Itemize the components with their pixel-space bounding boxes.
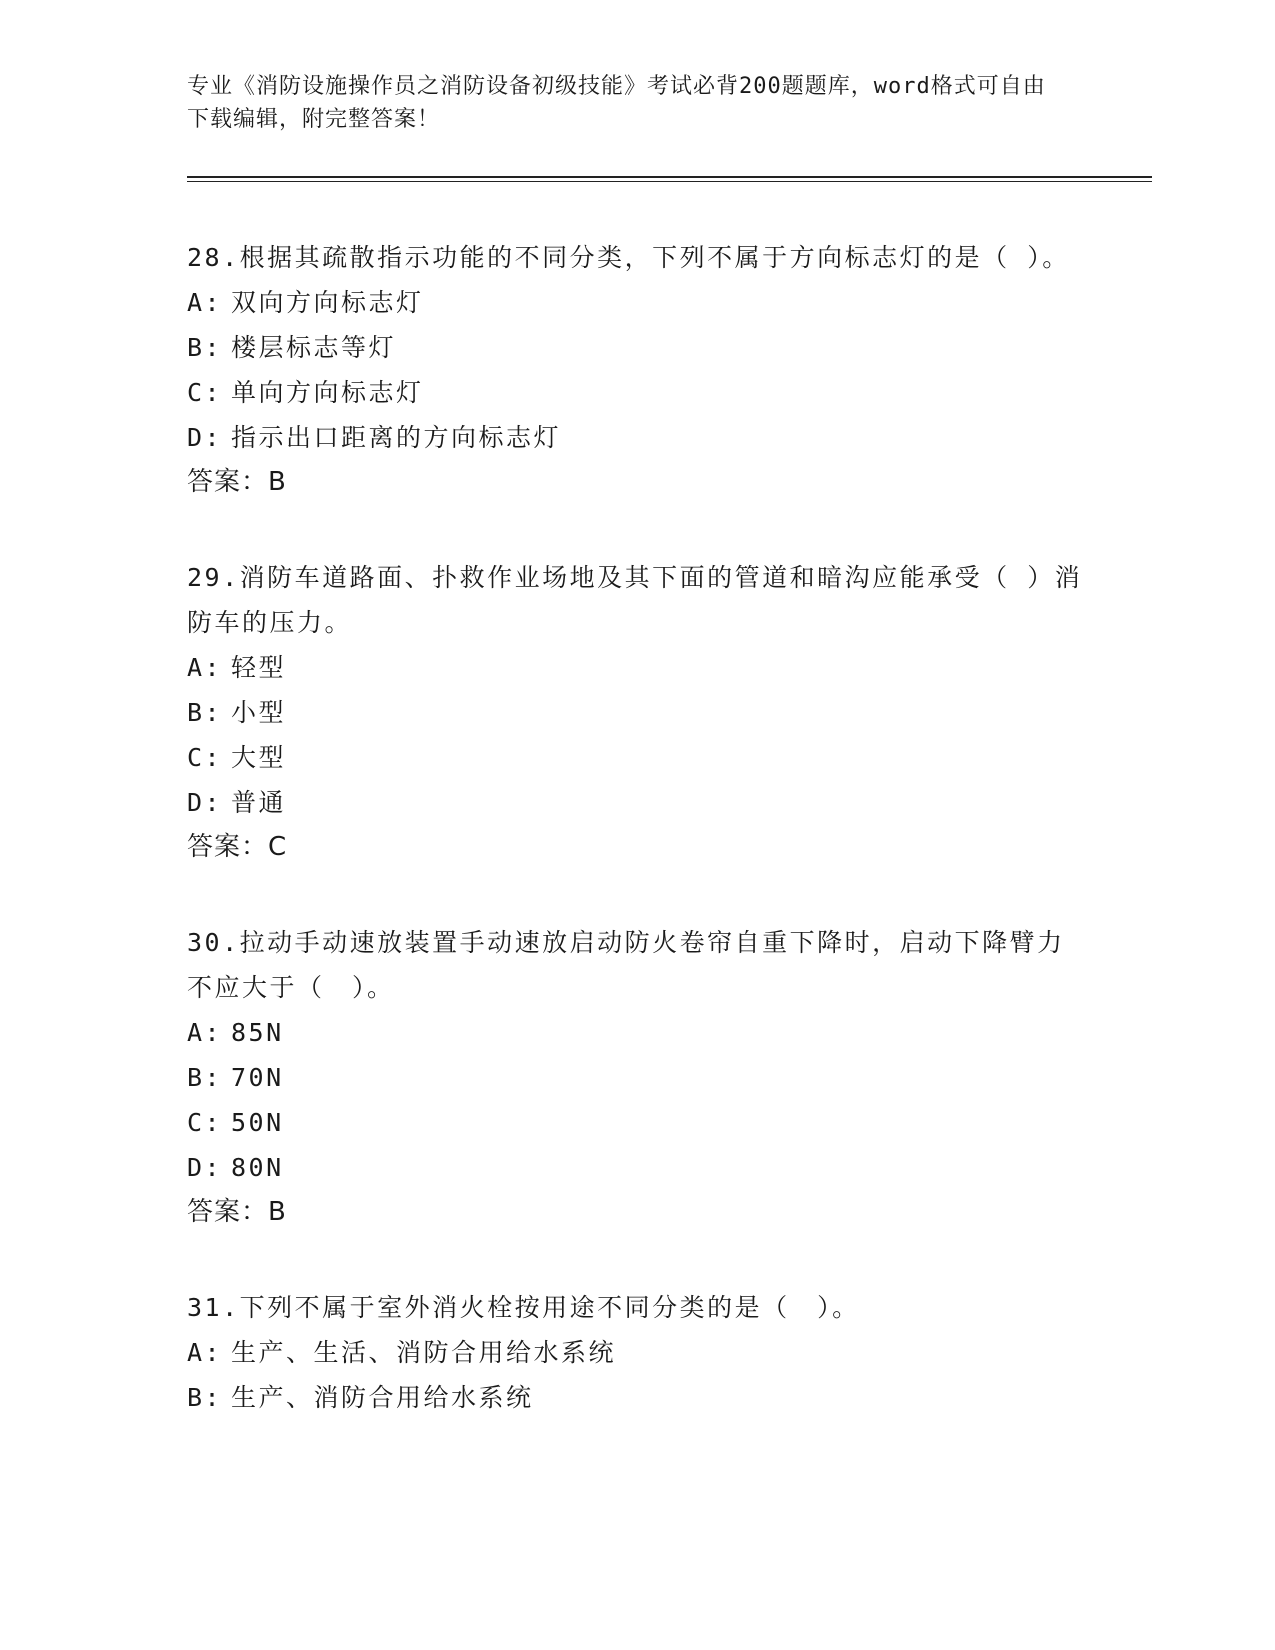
option-b xyxy=(187,325,1087,370)
option-c xyxy=(187,370,1087,415)
option-c xyxy=(187,735,1087,780)
option-letter: D: xyxy=(187,1153,223,1182)
option-letter: D: xyxy=(187,788,223,817)
question-29 xyxy=(187,555,1087,870)
header-divider xyxy=(187,176,1152,182)
option-b xyxy=(187,690,1087,735)
question-stem: 28.根据其疏散指示功能的不同分类，下列不属于方向标志灯的是（ ）。 xyxy=(187,243,1070,272)
option-text: 80N xyxy=(231,1153,284,1182)
option-letter: B: xyxy=(187,1063,223,1092)
option-letter: A: xyxy=(187,1338,223,1367)
option-letter: C: xyxy=(187,1108,223,1137)
option-text: 双向方向标志灯 xyxy=(231,288,424,317)
option-a xyxy=(187,1330,1087,1375)
answer-label: 答案：B xyxy=(187,467,287,497)
option-text: 指示出口距离的方向标志灯 xyxy=(231,423,562,452)
option-letter: C: xyxy=(187,378,223,407)
option-text: 大型 xyxy=(231,743,287,772)
option-text: 50N xyxy=(231,1108,284,1137)
option-text: 小型 xyxy=(231,698,287,727)
option-b xyxy=(187,1055,1087,1100)
option-text: 单向方向标志灯 xyxy=(231,378,424,407)
option-c xyxy=(187,1100,1087,1145)
option-letter: A: xyxy=(187,653,223,682)
option-letter: B: xyxy=(187,1383,223,1412)
question-stem: 29.消防车道路面、扑救作业场地及其下面的管道和暗沟应能承受（ ）消防车的压力。 xyxy=(187,563,1083,637)
option-letter: D: xyxy=(187,423,223,452)
option-text: 普通 xyxy=(231,788,287,817)
question-31 xyxy=(187,1285,1087,1420)
option-a xyxy=(187,280,1087,325)
option-letter: A: xyxy=(187,1018,223,1047)
document-header: 专业《消防设施操作员之消防设备初级技能》考试必背200题题库，word格式可自由下载编辑，附完整答案！ xyxy=(187,74,1046,132)
question-30 xyxy=(187,920,1087,1235)
option-text: 70N xyxy=(231,1063,284,1092)
option-a xyxy=(187,1010,1087,1055)
option-d xyxy=(187,415,1087,460)
option-d xyxy=(187,780,1087,825)
option-text: 生产、生活、消防合用给水系统 xyxy=(231,1338,617,1367)
option-text: 楼层标志等灯 xyxy=(231,333,397,362)
option-letter: C: xyxy=(187,743,223,772)
option-letter: A: xyxy=(187,288,223,317)
option-letter: B: xyxy=(187,333,223,362)
question-list xyxy=(187,235,1087,1470)
option-letter: B: xyxy=(187,698,223,727)
question-stem: 31.下列不属于室外消火栓按用途不同分类的是（ ）。 xyxy=(187,1293,860,1322)
option-text: 生产、消防合用给水系统 xyxy=(231,1383,534,1412)
answer-label: 答案：C xyxy=(187,832,288,862)
option-d xyxy=(187,1145,1087,1190)
question-stem: 30.拉动手动速放装置手动速放启动防火卷帘自重下降时，启动下降臂力不应大于（ ）。 xyxy=(187,928,1065,1002)
option-a xyxy=(187,645,1087,690)
option-text: 轻型 xyxy=(231,653,287,682)
option-text: 85N xyxy=(231,1018,284,1047)
question-28 xyxy=(187,235,1087,505)
option-b xyxy=(187,1375,1087,1420)
answer-label: 答案：B xyxy=(187,1197,287,1227)
